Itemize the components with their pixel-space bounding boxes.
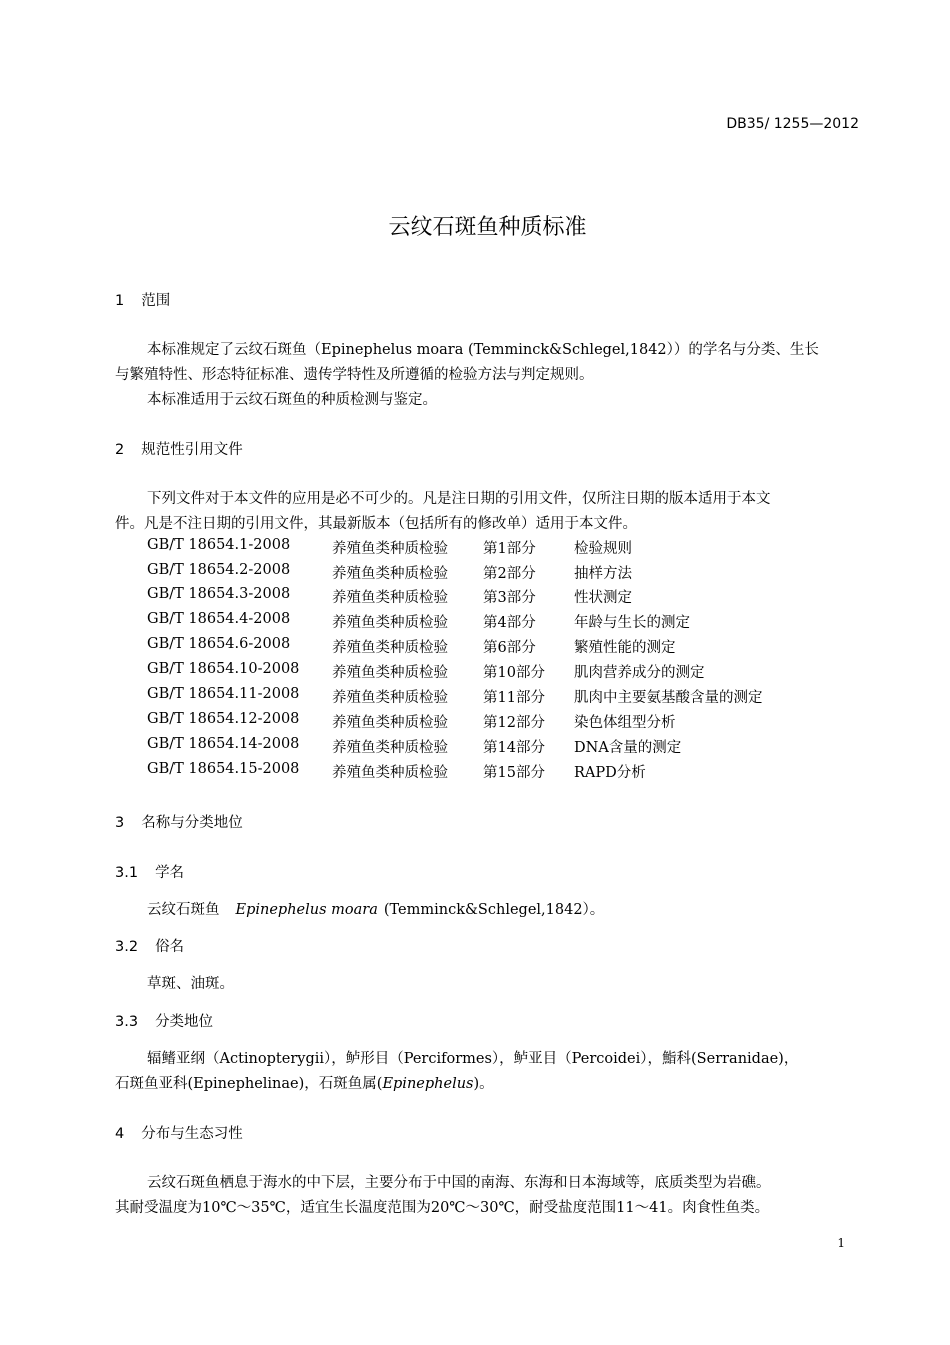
ref-part: 第1部分: [483, 541, 536, 557]
ref-code: GB/T 18654.12-2008: [147, 711, 300, 727]
ref-name: 养殖鱼类种质检验: [332, 740, 448, 756]
ref-name: 养殖鱼类种质检验: [332, 541, 448, 557]
section-2-heading: [115, 438, 243, 459]
ref-code: GB/T 18654.4-2008: [147, 611, 291, 627]
name-authority: (Temminck&Schlegel,1842）。: [383, 902, 605, 918]
ref-part: 第6部分: [483, 640, 536, 656]
ref-name: 养殖鱼类种质检验: [332, 566, 448, 582]
ref-desc: 性状测定: [574, 590, 632, 606]
section-title: 范围: [141, 293, 171, 309]
subsection-number: 3.2: [115, 939, 139, 955]
ref-code: GB/T 18654.1-2008: [147, 537, 291, 553]
ref-part: 第10部分: [483, 665, 545, 681]
section-title: 分布与生态习性: [141, 1126, 243, 1142]
subsection-title: 学名: [155, 865, 185, 881]
ref-code: GB/T 18654.3-2008: [147, 586, 291, 602]
common-names-text: 草斑、油斑。: [147, 976, 234, 992]
ref-desc: 检验规则: [574, 541, 632, 557]
subsection-3-3-heading: [115, 1010, 213, 1031]
subsection-3-2-heading: [115, 935, 184, 956]
section-3-heading: [115, 811, 243, 832]
taxonomy-line: 辐鳍亚纲（Actinopterygii），鲈形目（Perciformes），鲈亚目（Percoidei），鮨科(Serranidae)，: [147, 1051, 799, 1067]
ref-name: 养殖鱼类种质检验: [332, 615, 448, 631]
section-1-heading: [115, 289, 170, 310]
paragraph-line: 件。凡是不注日期的引用文件，其最新版本（包括所有的修改单）适用于本文件。: [115, 516, 637, 532]
ref-name: 养殖鱼类种质检验: [332, 665, 448, 681]
section-title: 规范性引用文件: [141, 442, 243, 458]
ref-name: 养殖鱼类种质检验: [332, 690, 448, 706]
genus-name: Epinephelus: [382, 1076, 474, 1092]
paragraph-line: 本标准规定了云纹石斑鱼（Epinephelus moara (Temminck&Schlegel,1842））的学名与分类、生长: [147, 342, 819, 358]
paragraph-line: 与繁殖特性、形态特征标准、遗传学特性及所遵循的检验方法与判定规则。: [115, 367, 594, 383]
section-title: 名称与分类地位: [141, 815, 243, 831]
ref-part: 第12部分: [483, 715, 545, 731]
ref-desc: RAPD分析: [574, 765, 646, 781]
ref-code: GB/T 18654.2-2008: [147, 562, 291, 578]
scientific-name: Epinephelus moara: [235, 902, 378, 918]
subsection-title: 分类地位: [155, 1014, 214, 1030]
ref-code: GB/T 18654.6-2008: [147, 636, 291, 652]
ref-desc: 繁殖性能的测定: [574, 640, 676, 656]
ref-code: GB/T 18654.14-2008: [147, 736, 300, 752]
page-number: 1: [837, 1236, 845, 1250]
subsection-number: 3.1: [115, 865, 139, 881]
ref-name: 养殖鱼类种质检验: [332, 590, 448, 606]
ref-part: 第15部分: [483, 765, 545, 781]
subsection-3-1-heading: [115, 861, 184, 882]
section-number: 2: [115, 442, 125, 458]
ref-code: GB/T 18654.10-2008: [147, 661, 300, 677]
subsection-number: 3.3: [115, 1014, 139, 1030]
paragraph-line: 云纹石斑鱼栖息于海水的中下层，主要分布于中国的南海、东海和日本海域等，底质类型为岩礁。: [147, 1175, 771, 1191]
section-number: 3: [115, 815, 125, 831]
taxonomy-text: 石斑鱼亚科(Epinephelinae)，石斑鱼属(: [115, 1076, 383, 1092]
paragraph-line: 本标准适用于云纹石斑鱼的种质检测与鉴定。: [147, 392, 437, 408]
ref-desc: 肌肉营养成分的测定: [574, 665, 705, 681]
ref-code: GB/T 18654.15-2008: [147, 761, 300, 777]
document-code: DB35/ 1255—2012: [726, 116, 859, 132]
ref-name: 养殖鱼类种质检验: [332, 765, 448, 781]
scientific-name-line: [147, 898, 604, 919]
ref-desc: 年龄与生长的测定: [574, 615, 690, 631]
paragraph-line: 下列文件对于本文件的应用是必不可少的。凡是注日期的引用文件，仅所注日期的版本适用于本文: [147, 491, 771, 507]
taxonomy-line: [115, 1072, 494, 1093]
section-number: 4: [115, 1126, 125, 1142]
ref-name: 养殖鱼类种质检验: [332, 715, 448, 731]
document-title: 云纹石斑鱼种质标准: [388, 215, 587, 240]
section-4-heading: [115, 1122, 243, 1143]
ref-desc: DNA含量的测定: [574, 740, 682, 756]
common-name: 云纹石斑鱼: [147, 902, 220, 918]
paragraph-line: 其耐受温度为10℃～35℃，适宜生长温度范围为20℃～30℃，耐受盐度范围11～41。肉食性鱼类。: [115, 1200, 770, 1216]
ref-name: 养殖鱼类种质检验: [332, 640, 448, 656]
ref-part: 第3部分: [483, 590, 536, 606]
ref-part: 第2部分: [483, 566, 536, 582]
section-number: 1: [115, 293, 125, 309]
ref-desc: 肌肉中主要氨基酸含量的测定: [574, 690, 763, 706]
ref-part: 第14部分: [483, 740, 545, 756]
ref-code: GB/T 18654.11-2008: [147, 686, 300, 702]
ref-desc: 抽样方法: [574, 566, 632, 582]
ref-part: 第11部分: [483, 690, 545, 706]
subsection-title: 俗名: [155, 939, 185, 955]
ref-desc: 染色体组型分析: [574, 715, 676, 731]
taxonomy-text: )。: [473, 1076, 494, 1092]
ref-part: 第4部分: [483, 615, 536, 631]
